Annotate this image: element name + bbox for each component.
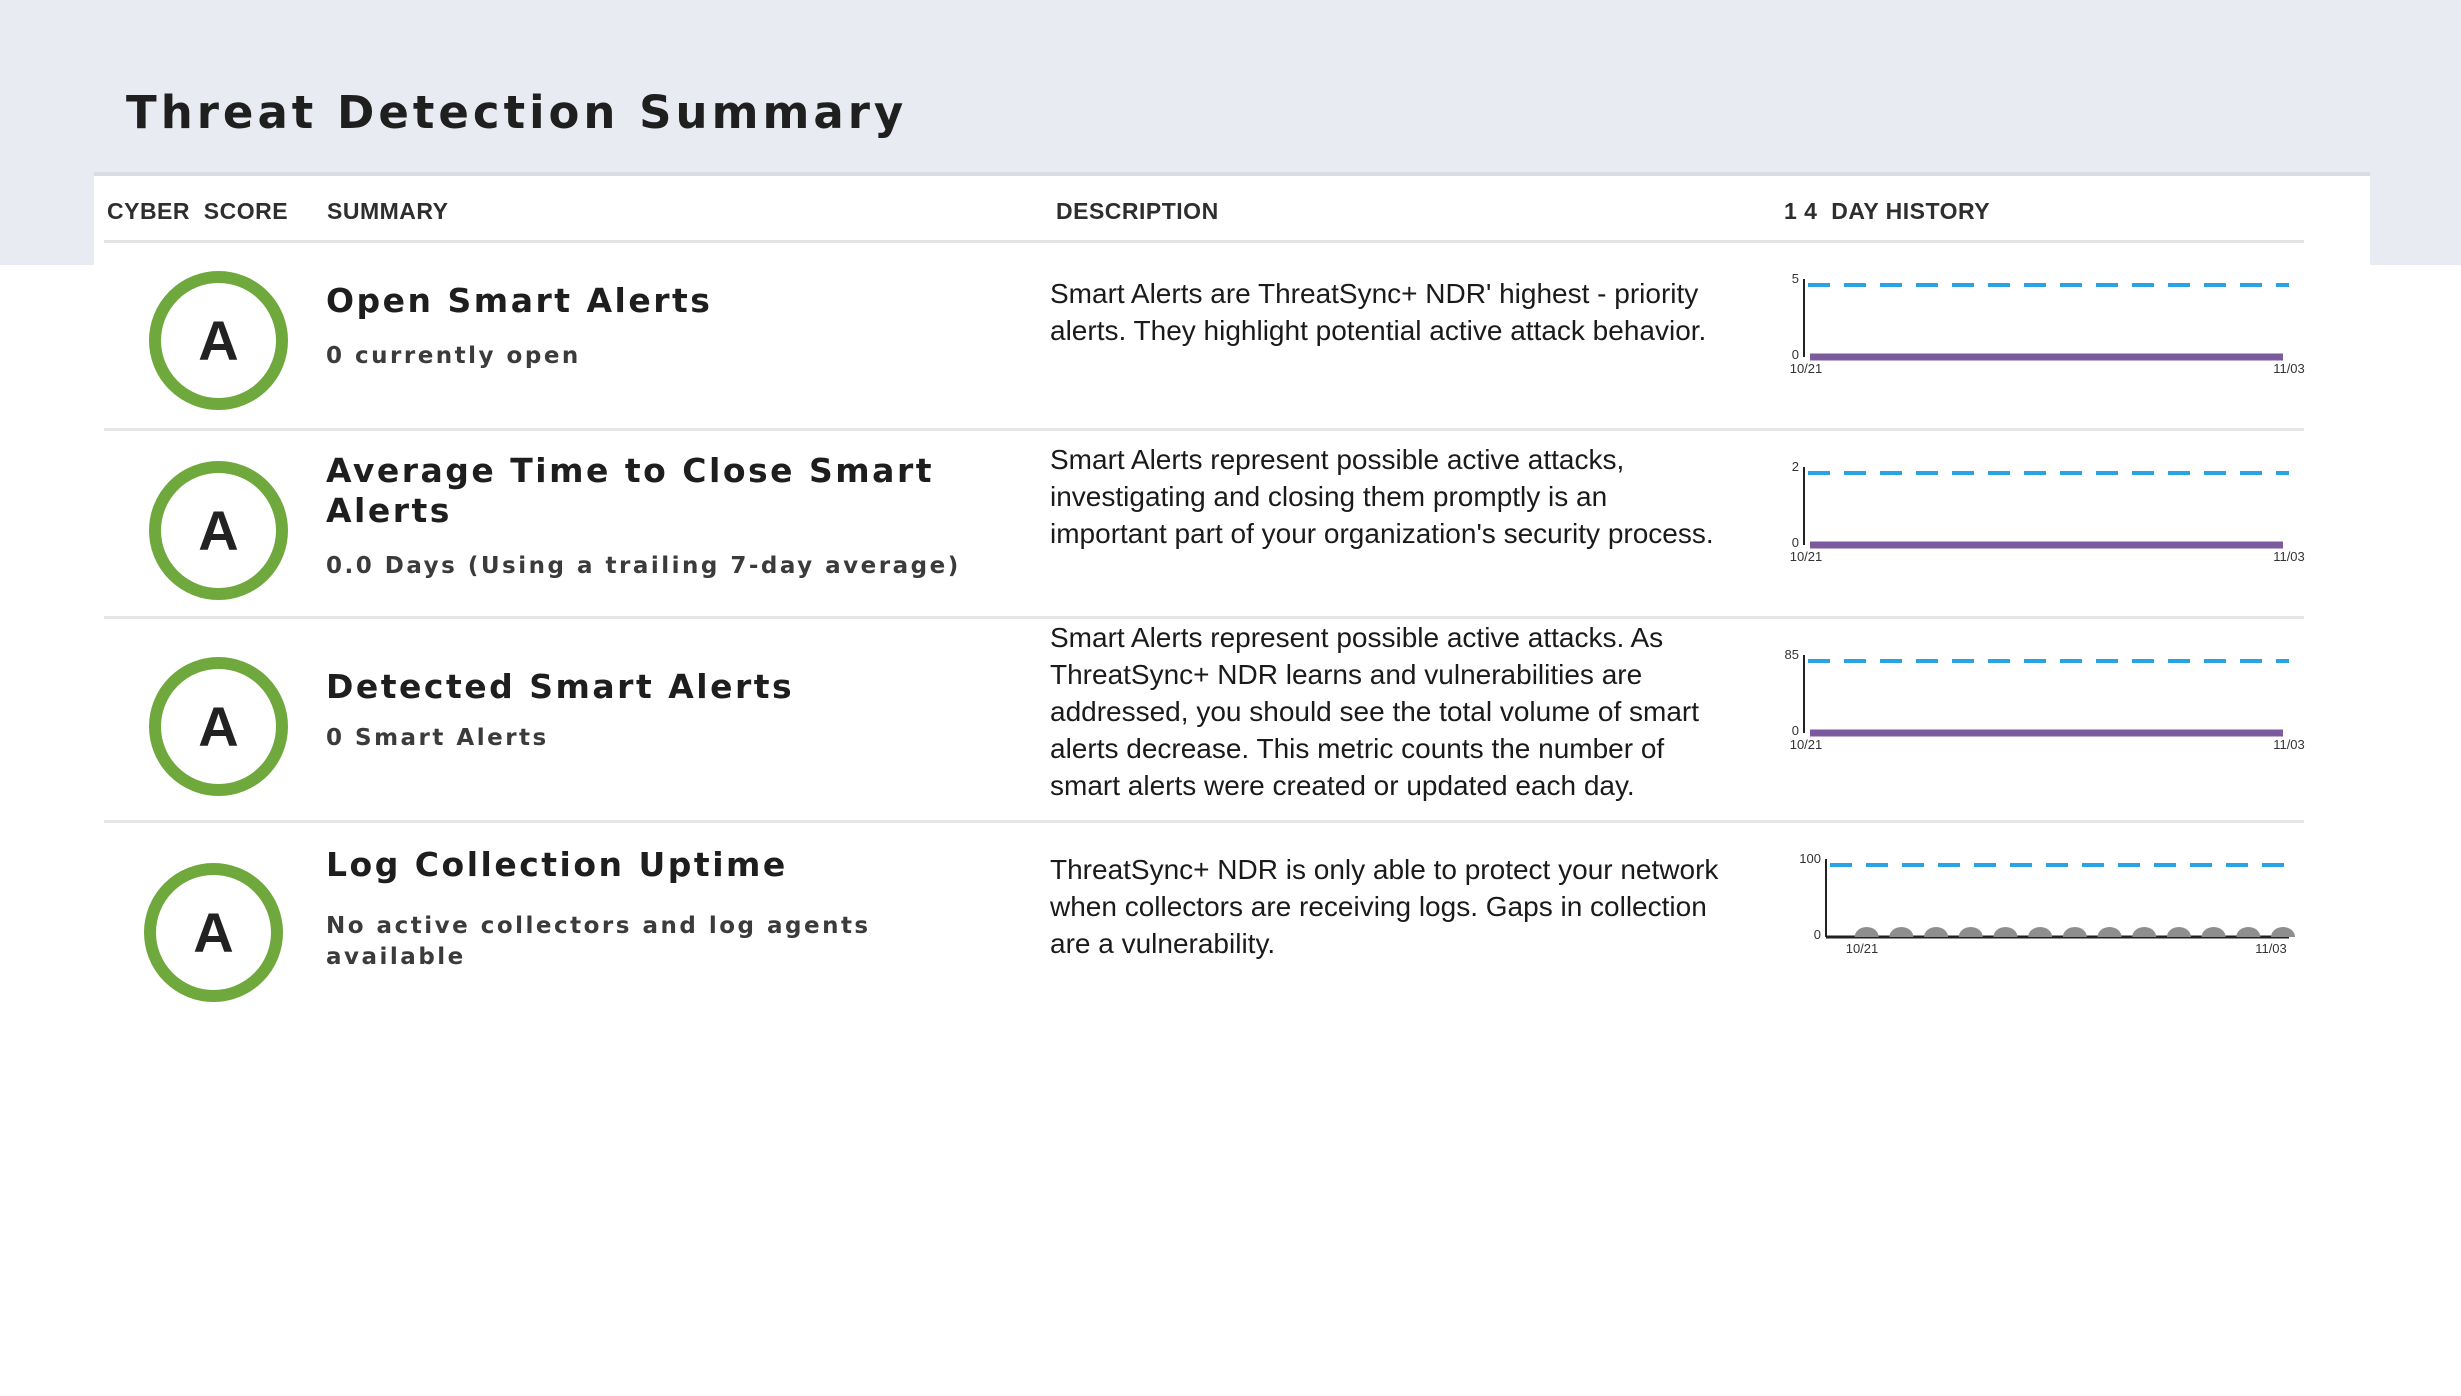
card-title: Threat Detection Summary: [126, 86, 908, 139]
x-tick-label: 10/21: [1789, 361, 1823, 376]
y-tick-label: 85: [1784, 647, 1799, 662]
metric-title: Log Collection Uptime: [326, 845, 788, 884]
y-tick-label: 5: [1791, 271, 1799, 286]
uptime-dot: [2028, 927, 2052, 937]
page-band-right: [2370, 175, 2461, 265]
y-tick-label: 100: [1799, 851, 1821, 866]
column-header-description: DESCRIPTION: [1056, 198, 1219, 224]
grade-badge: A: [144, 863, 283, 1002]
x-tick-label: 10/21: [1789, 737, 1823, 752]
history-chart: [1784, 265, 2304, 390]
x-tick-label: 10/21: [1845, 941, 1879, 956]
grade-badge: A: [149, 271, 288, 410]
page-band-left: [0, 175, 94, 265]
metric-row-log-collection-uptime: [104, 823, 2304, 1033]
uptime-dot: [1959, 927, 1983, 937]
uptime-dot: [1855, 927, 1879, 937]
grade-badge: A: [149, 657, 288, 796]
history-chart: [1784, 845, 2304, 970]
metric-row-detected-smart-alerts: [104, 619, 2304, 823]
history-chart: [1784, 453, 2304, 578]
metric-description: Smart Alerts represent possible active attacks. As ThreatSync+ NDR learns and vulnerabilities are addressed, you should see the total volume of smart alerts decrease. This metric counts the number of smart alerts were created or updated each day.: [1050, 622, 1700, 801]
x-tick-label: 11/03: [2273, 361, 2305, 376]
metric-description: Smart Alerts represent possible active attacks, investigating and closing them promptly is an important part of your organization's security process.: [1050, 444, 1714, 549]
uptime-dot: [2132, 927, 2156, 937]
metric-title: Detected Smart Alerts: [326, 667, 795, 706]
history-chart-svg: [1784, 453, 2304, 578]
uptime-dot: [2167, 927, 2191, 937]
y-tick-label: 0: [1791, 535, 1799, 550]
history-chart-svg: [1784, 265, 2304, 390]
column-header-summary: SUMMARY: [327, 198, 449, 224]
uptime-dot: [1993, 927, 2017, 937]
x-tick-label: 10/21: [1789, 549, 1823, 564]
metric-description: Smart Alerts are ThreatSync+ NDR' highest - priority alerts. They highlight potential active attack behavior.: [1050, 278, 1707, 346]
grade-badge: A: [149, 461, 288, 600]
x-tick-label: 11/03: [2273, 549, 2305, 564]
column-header-14-day-history: 1 4 DAY HISTORY: [1784, 198, 1991, 224]
metric-value: No active collectors and log agents available: [326, 913, 871, 970]
uptime-dot: [1924, 927, 1948, 937]
history-chart-svg: [1784, 641, 2304, 766]
y-tick-label: 2: [1791, 459, 1799, 474]
metric-value: 0.0 Days (Using a trailing 7-day average): [326, 553, 961, 579]
metric-value: 0 currently open: [326, 343, 581, 369]
uptime-dot: [1889, 927, 1913, 937]
metric-row-open-smart-alerts: [104, 243, 2304, 431]
uptime-dot: [2271, 927, 2295, 937]
uptime-dot: [2202, 927, 2226, 937]
history-chart-svg: [1784, 845, 2304, 970]
y-tick-label: 0: [1791, 347, 1799, 362]
y-tick-label: 0: [1813, 927, 1821, 942]
uptime-dot: [2236, 927, 2260, 937]
uptime-dot: [2098, 927, 2122, 937]
card-header: [94, 68, 2370, 176]
metric-row-average-time-to-close: [104, 431, 2304, 619]
metric-title: Average Time to Close Smart Alerts: [326, 451, 934, 530]
uptime-dot: [2063, 927, 2087, 937]
metric-description: ThreatSync+ NDR is only able to protect your network when collectors are receiving logs. Gaps in collection are a vulnerability.: [1050, 854, 1719, 959]
history-chart: [1784, 641, 2304, 766]
threat-detection-summary-card: [94, 68, 2370, 1078]
metric-title: Open Smart Alerts: [326, 281, 713, 320]
column-header-cyber-score: CYBER SCORE: [107, 198, 289, 224]
x-tick-label: 11/03: [2273, 737, 2305, 752]
y-tick-label: 0: [1791, 723, 1799, 738]
metric-value: 0 Smart Alerts: [326, 725, 549, 751]
x-tick-label: 11/03: [2255, 941, 2287, 956]
